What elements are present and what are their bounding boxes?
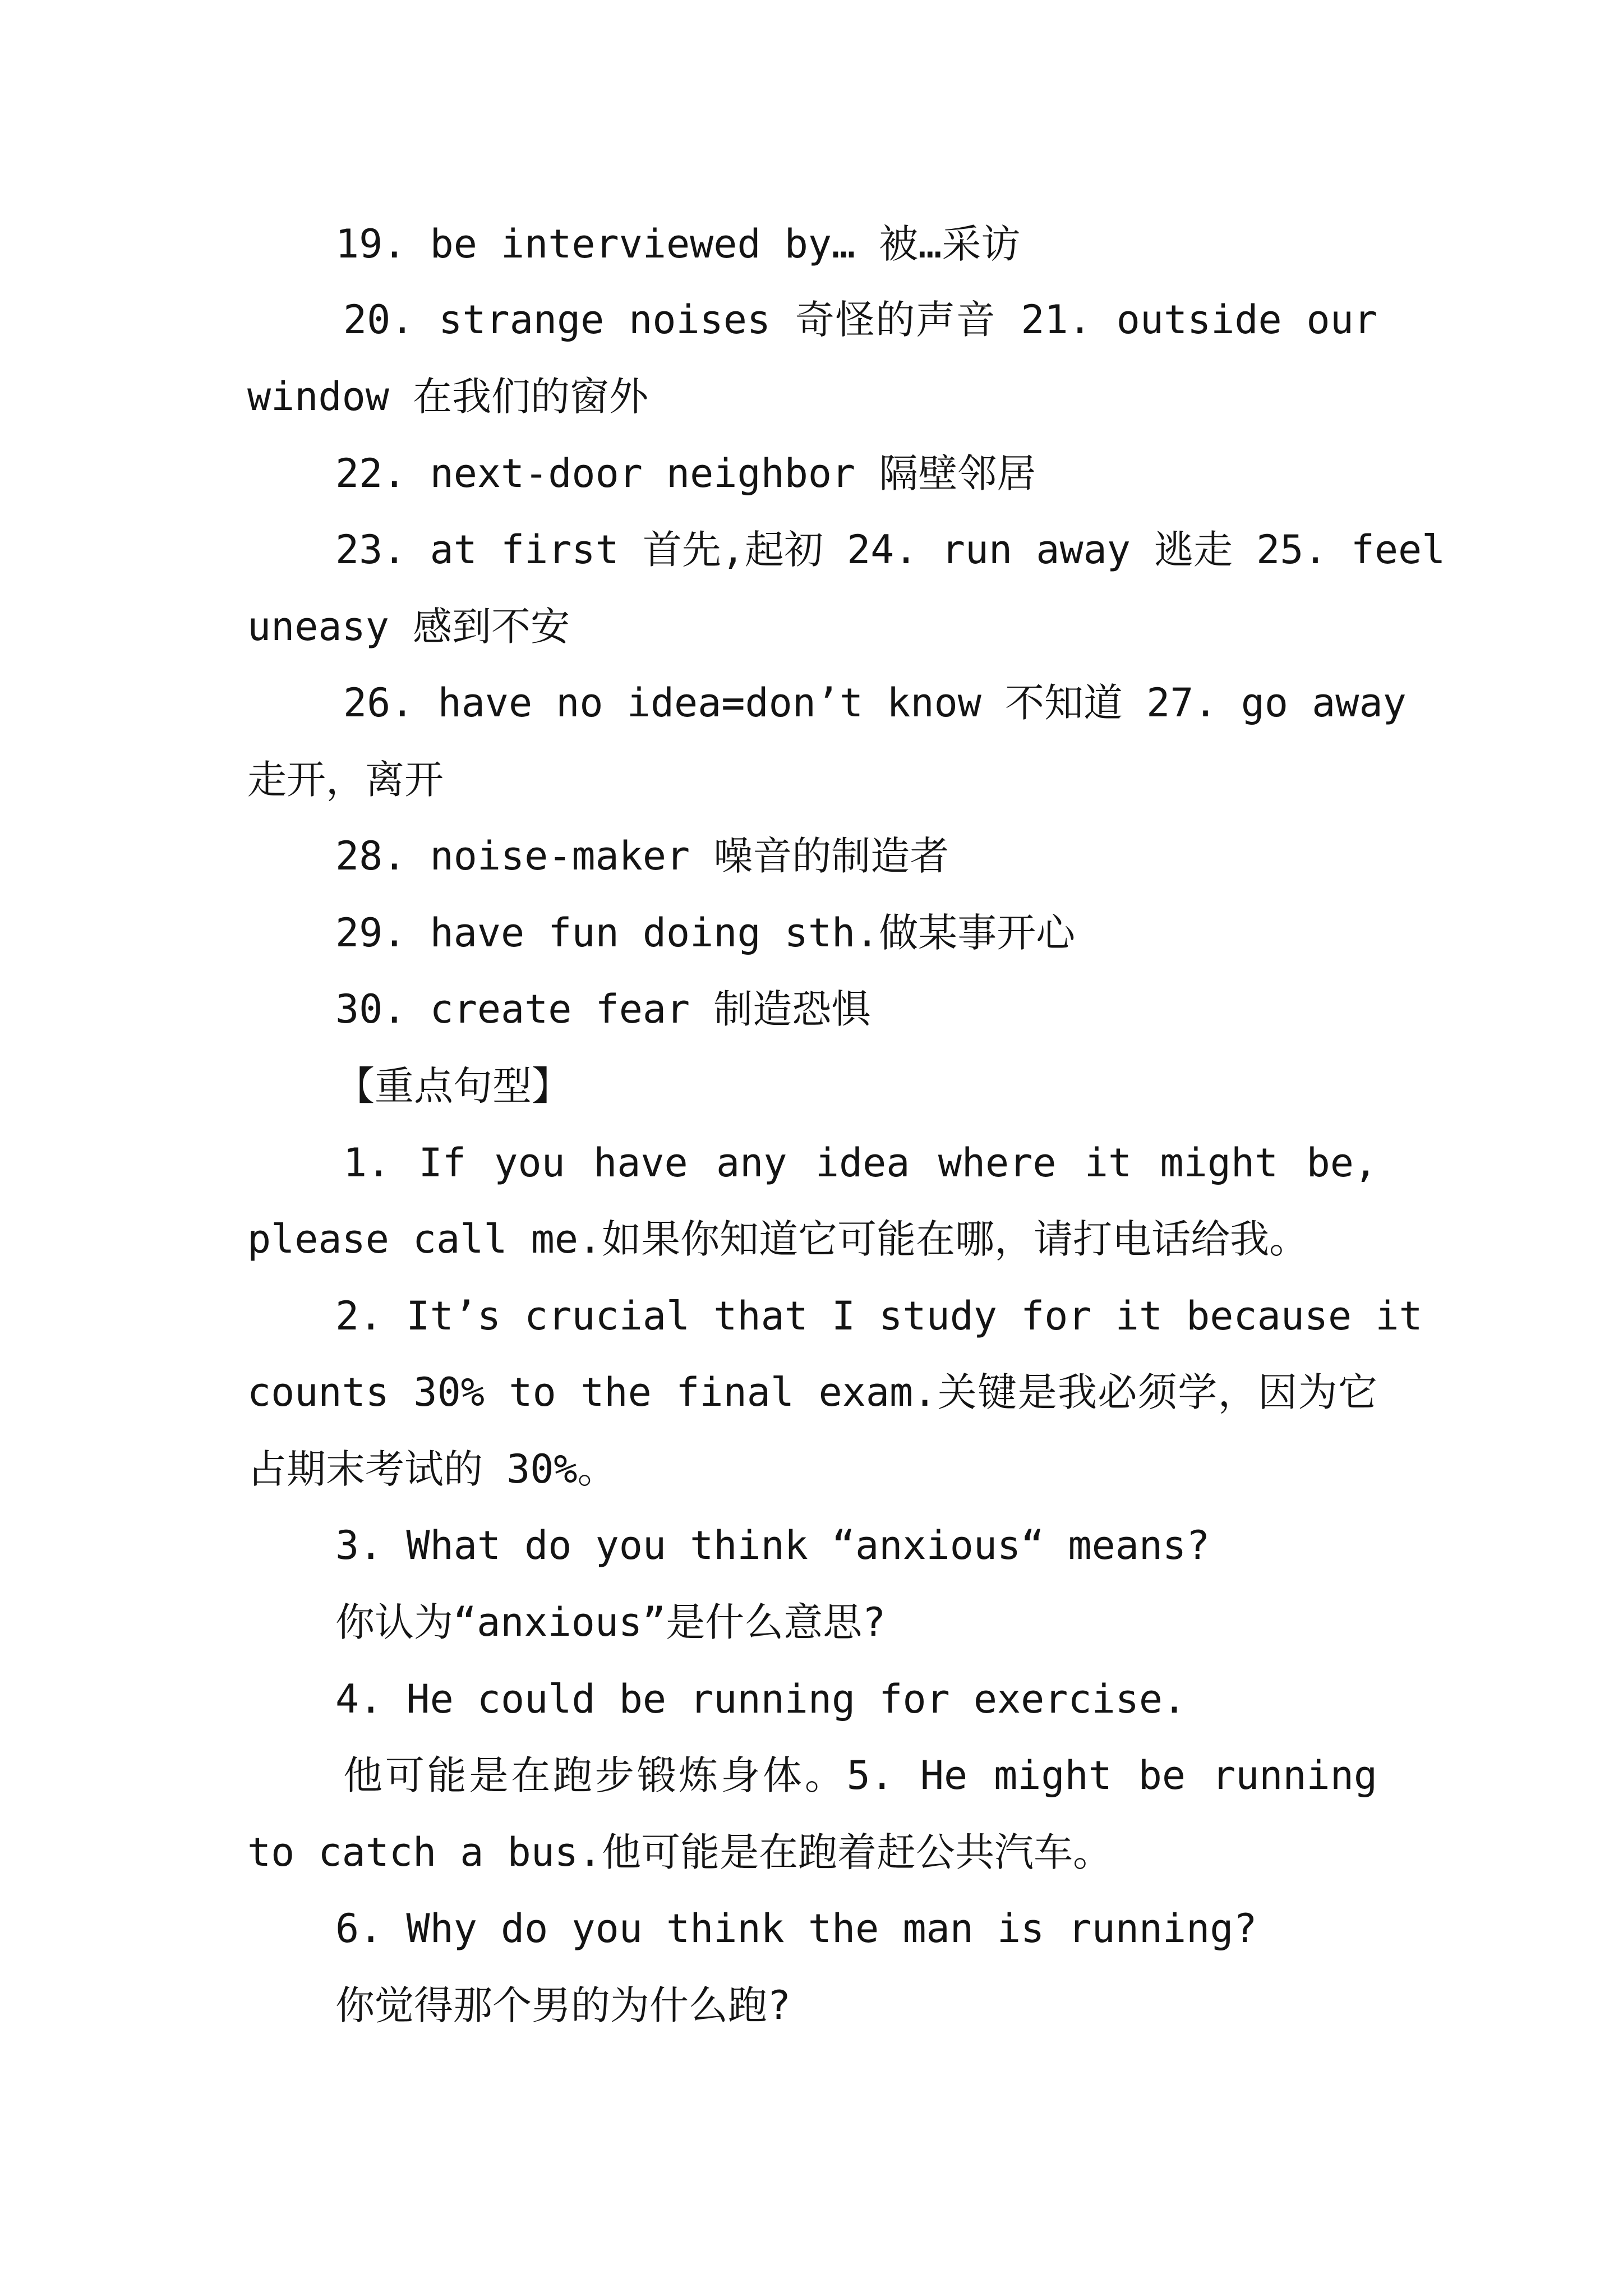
vocab-line-30: 30. create fear 制造恐惧 bbox=[335, 986, 871, 1032]
sentence-3-translation: 你认为“anxious”是什么意思? bbox=[335, 1599, 886, 1645]
vocab-line-20-cont: window 在我们的窗外 bbox=[247, 374, 649, 420]
sentence-2: 2. It’s crucial that I study for it because it bbox=[335, 1293, 1423, 1339]
sentence-6-translation: 你觉得那个男的为什么跑? bbox=[335, 1982, 791, 2028]
vocab-line-28: 28. noise-maker 噪音的制造者 bbox=[335, 833, 949, 879]
vocab-line-19: 19. be interviewed by… 被…采访 bbox=[335, 221, 1021, 267]
sentence-3: 3. What do you think “anxious“ means? bbox=[335, 1522, 1210, 1568]
section-title: 【重点句型】 bbox=[335, 1063, 571, 1109]
sentence-2-cont: counts 30% to the final exam.关键是我必须学，因为它 bbox=[247, 1369, 1377, 1415]
vocab-line-23: 23. at first 首先,起初 24. run away 逃走 25. feel bbox=[335, 527, 1446, 573]
vocab-line-22: 22. next-door neighbor 隔壁邻居 bbox=[335, 450, 1036, 496]
sentence-1: 1. If you have any idea where it might be, bbox=[343, 1140, 1377, 1186]
sentence-4: 4. He could be running for exercise. bbox=[335, 1676, 1187, 1722]
vocab-line-26: 26. have no idea=don’t know 不知道 27. go away bbox=[343, 680, 1407, 726]
sentence-4-translation: 他可能是在跑步锻炼身体。5. He might be running bbox=[343, 1752, 1377, 1798]
sentence-1-cont: please call me.如果你知道它可能在哪，请打电话给我。 bbox=[247, 1216, 1309, 1262]
vocab-line-20: 20. strange noises 奇怪的声音 21. outside our bbox=[343, 297, 1377, 343]
vocab-line-26-cont: 走开，离开 bbox=[247, 757, 444, 803]
sentence-5-cont: to catch a bus.他可能是在跑着赶公共汽车。 bbox=[247, 1829, 1113, 1875]
sentence-2-cont2: 占期末考试的 30%。 bbox=[247, 1446, 617, 1492]
vocab-line-29: 29. have fun doing sth.做某事开心 bbox=[335, 910, 1076, 956]
sentence-6: 6. Why do you think the man is running? bbox=[335, 1906, 1257, 1952]
vocab-line-23-cont: uneasy 感到不安 bbox=[247, 604, 570, 650]
